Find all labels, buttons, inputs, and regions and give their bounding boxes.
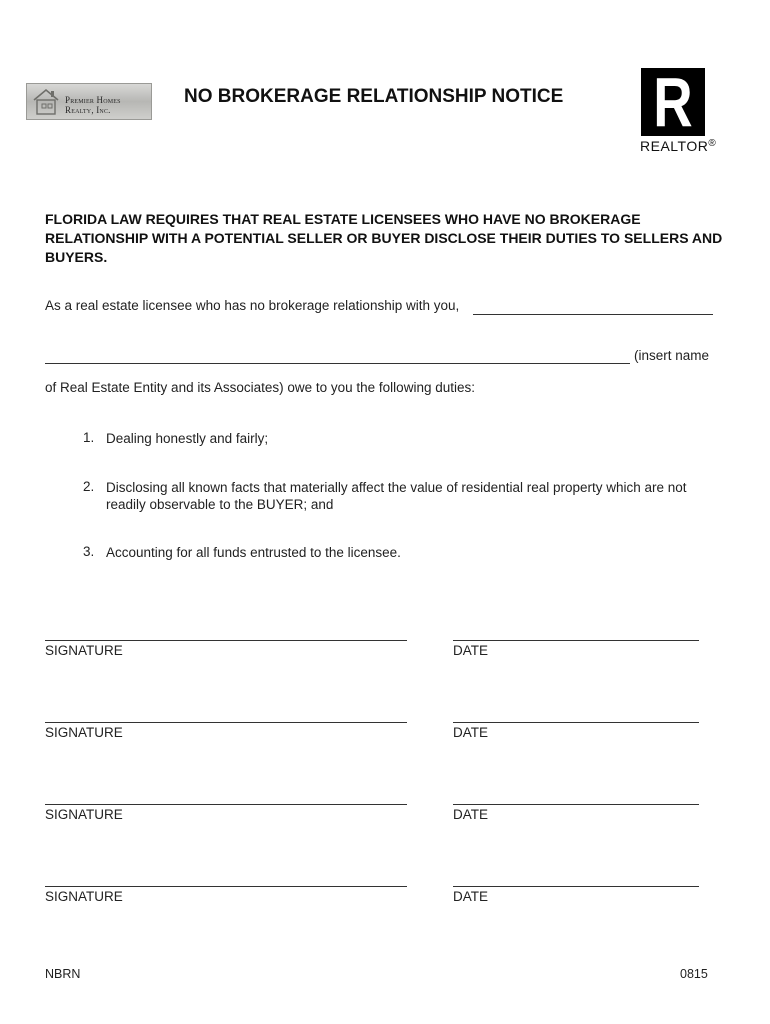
date-line-3[interactable] bbox=[453, 804, 699, 805]
signature-line-4[interactable] bbox=[45, 886, 407, 887]
date-line-1[interactable] bbox=[453, 640, 699, 641]
duty-1-number: 1. bbox=[83, 430, 95, 445]
licensee-name-field-1[interactable] bbox=[473, 314, 713, 315]
date-label-2: DATE bbox=[453, 725, 489, 740]
house-icon bbox=[31, 87, 61, 116]
realtor-logo bbox=[641, 63, 705, 141]
signature-line-2[interactable] bbox=[45, 722, 407, 723]
licensee-name-field-2[interactable] bbox=[45, 363, 630, 364]
intro-line3: of Real Estate Entity and its Associates) owe to you the following duties: bbox=[45, 380, 475, 395]
realtor-r-icon: R bbox=[653, 63, 693, 141]
signature-label-4: SIGNATURE bbox=[45, 889, 123, 904]
registered-mark: ® bbox=[708, 138, 717, 149]
intro-line1: As a real estate licensee who has no brokerage relationship with you, bbox=[45, 298, 460, 313]
form-code: NBRN bbox=[45, 967, 81, 981]
logo-text-line1: Premier Homes bbox=[65, 95, 121, 105]
duty-3-number: 3. bbox=[83, 544, 95, 559]
realtor-wordmark bbox=[640, 138, 716, 154]
duty-1-text: Dealing honestly and fairly; bbox=[106, 431, 269, 446]
duty-2-number: 2. bbox=[83, 479, 95, 494]
signature-label-3: SIGNATURE bbox=[45, 807, 123, 822]
date-line-4[interactable] bbox=[453, 886, 699, 887]
duty-2-text: Disclosing all known facts that materially affect the value of residential real property which are not readily observable to the BUYER; and bbox=[106, 480, 687, 512]
revision-code: 0815 bbox=[680, 967, 708, 981]
signature-label-1: SIGNATURE bbox=[45, 643, 123, 658]
date-label-1: DATE bbox=[453, 643, 489, 658]
signature-label-2: SIGNATURE bbox=[45, 725, 123, 740]
date-label-4: DATE bbox=[453, 889, 489, 904]
duty-3-text: Accounting for all funds entrusted to the licensee. bbox=[106, 545, 401, 560]
intro-line2-suffix: (insert name bbox=[634, 348, 710, 363]
date-label-3: DATE bbox=[453, 807, 489, 822]
logo-text bbox=[65, 95, 121, 115]
signature-line-3[interactable] bbox=[45, 804, 407, 805]
premier-homes-logo bbox=[26, 83, 152, 120]
logo-text-line2: Realty, Inc. bbox=[65, 105, 111, 115]
signature-line-1[interactable] bbox=[45, 640, 407, 641]
notice-heading: FLORIDA LAW REQUIRES THAT REAL ESTATE LICENSEES WHO HAVE NO BROKERAGE RELATIONSHIP WITH A POTENTIAL SELLER OR BUYER DISCLOSE THEIR DUTIES TO SELLERS AND BUYERS. bbox=[45, 211, 723, 265]
page-title: NO BROKERAGE RELATIONSHIP NOTICE bbox=[184, 86, 564, 107]
realtor-word: REALTOR bbox=[640, 138, 709, 154]
date-line-2[interactable] bbox=[453, 722, 699, 723]
